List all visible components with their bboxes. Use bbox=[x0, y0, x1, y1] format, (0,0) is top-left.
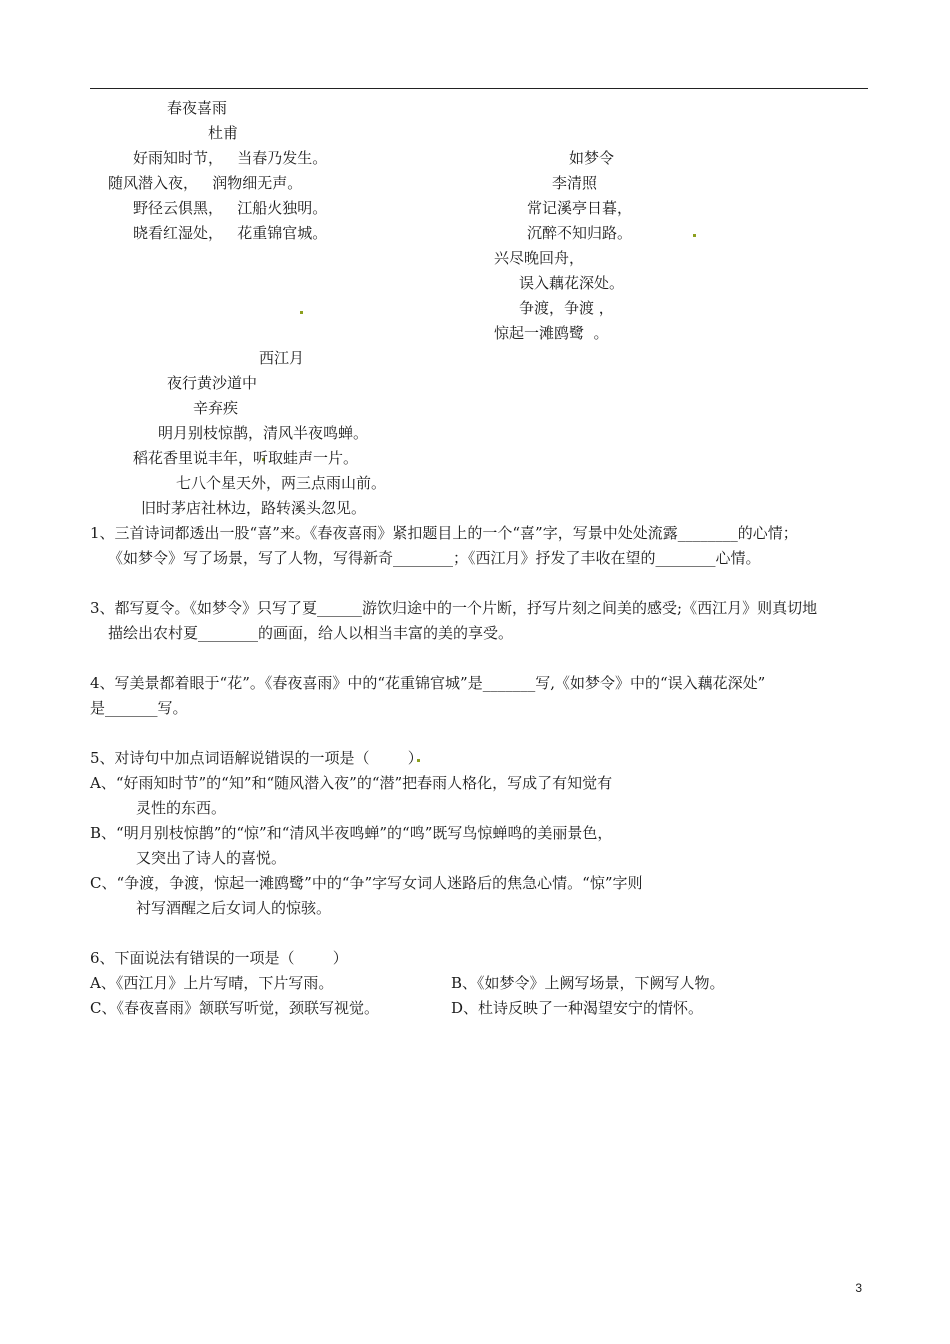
question-5-option-b-line-1: B、“明月别枝惊鹊”的“惊”和“清风半夜鸣蝉”的“鸣”既写鸟惊蝉鸣的美丽景色， bbox=[90, 824, 613, 842]
poem2-line-5: 争渡，争渡 ， bbox=[519, 299, 614, 317]
poem3-title: 西江月 bbox=[259, 349, 305, 367]
question-3-line-1: 3、都写夏令。《如梦令》只写了夏______游饮归途中的一个片断，抒写片刻之间美的感受;《西江月》则真切地 bbox=[90, 599, 818, 617]
poem3-line-4: 旧时茅店社林边，路转溪头忽见。 bbox=[141, 499, 367, 517]
poem2-author: 李清照 bbox=[552, 174, 598, 192]
poem3-subtitle: 夜行黄沙道中 bbox=[167, 374, 258, 392]
question-5-option-b-line-2: 又突出了诗人的喜悦。 bbox=[136, 849, 287, 867]
question-6-option-c: C、《春夜喜雨》颔联写听觉，颈联写视觉。 bbox=[90, 999, 379, 1017]
poem1-line-1: 好雨知时节， 当春乃发生。 bbox=[133, 149, 328, 167]
question-6-option-b: B、《如梦令》上阙写场景，下阙写人物。 bbox=[451, 974, 725, 992]
question-3-line-2: 描绘出农村夏________的画面，给人以相当丰富的美的享受。 bbox=[108, 624, 514, 642]
question-6-option-d: D、杜诗反映了一种渴望安宁的情怀。 bbox=[451, 999, 704, 1017]
poem2-line-6: 惊起一滩鸥鹭 。 bbox=[494, 324, 609, 342]
mark-dot bbox=[300, 311, 303, 314]
poem2-line-1: 常记溪亭日暮， bbox=[527, 199, 633, 217]
poem3-author: 辛弃疾 bbox=[193, 399, 239, 417]
poem1-line-3: 野径云俱黑， 江船火独明。 bbox=[133, 199, 328, 217]
poem2-line-2: 沉醉不知归路。 bbox=[527, 224, 633, 242]
question-6-option-a: A、《西江月》上片写晴，下片写雨。 bbox=[90, 974, 334, 992]
question-4-line-1: 4、写美景都着眼于“花”。《春夜喜雨》中的“花重锦官城”是_______写,《如梦令》中的“误入藕花深处” bbox=[90, 674, 766, 692]
mark-dot bbox=[693, 234, 696, 237]
question-5-option-c-line-1: C、“争渡，争渡，惊起一滩鸥鹭”中的“争”字写女词人迷路后的焦急心情。“惊”字则 bbox=[90, 874, 643, 892]
header-rule bbox=[90, 88, 868, 89]
question-5-option-c-line-2: 衬写酒醒之后女词人的惊骇。 bbox=[136, 899, 332, 917]
poem1-title: 春夜喜雨 bbox=[167, 99, 228, 117]
poem3-line-2: 稻花香里说丰年，听取蛙声一片。 bbox=[133, 449, 359, 467]
question-6-stem: 6、下面说法有错误的一项是（ ） bbox=[90, 949, 348, 967]
question-1-line-1: 1、三首诗词都透出一股“喜”来。《春夜喜雨》紧扣题目上的一个“喜”字，写景中处处流露________的心情； bbox=[90, 524, 798, 542]
question-1-line-2: 《如梦令》写了场景，写了人物，写得新奇________；《西江月》抒发了丰收在望的________心情。 bbox=[108, 549, 761, 567]
question-5-stem: 5、对诗句中加点词语解说错误的一项是（ ） bbox=[90, 749, 423, 767]
poem2-title: 如梦令 bbox=[569, 149, 615, 167]
poem2-line-4: 误入藕花深处。 bbox=[519, 274, 625, 292]
question-5-option-a-line-2: 灵性的东西。 bbox=[136, 799, 227, 817]
page-number: 3 bbox=[855, 1281, 862, 1295]
poem1-line-4: 晓看红湿处， 花重锦官城。 bbox=[133, 224, 328, 242]
question-5-option-a-line-1: A、“好雨知时节”的“知”和“随风潜入夜”的“潜”把春雨人格化，写成了有知觉有 bbox=[90, 774, 613, 792]
question-4-line-2: 是_______写。 bbox=[90, 699, 188, 717]
poem2-line-3: 兴尽晚回舟， bbox=[494, 249, 585, 267]
poem1-author: 杜甫 bbox=[208, 124, 239, 142]
poem3-line-3: 七八个星天外，两三点雨山前。 bbox=[176, 474, 387, 492]
poem1-line-2: 随风潜入夜， 润物细无声。 bbox=[108, 174, 303, 192]
poem3-line-1: 明月别枝惊鹊，清风半夜鸣蝉。 bbox=[158, 424, 369, 442]
